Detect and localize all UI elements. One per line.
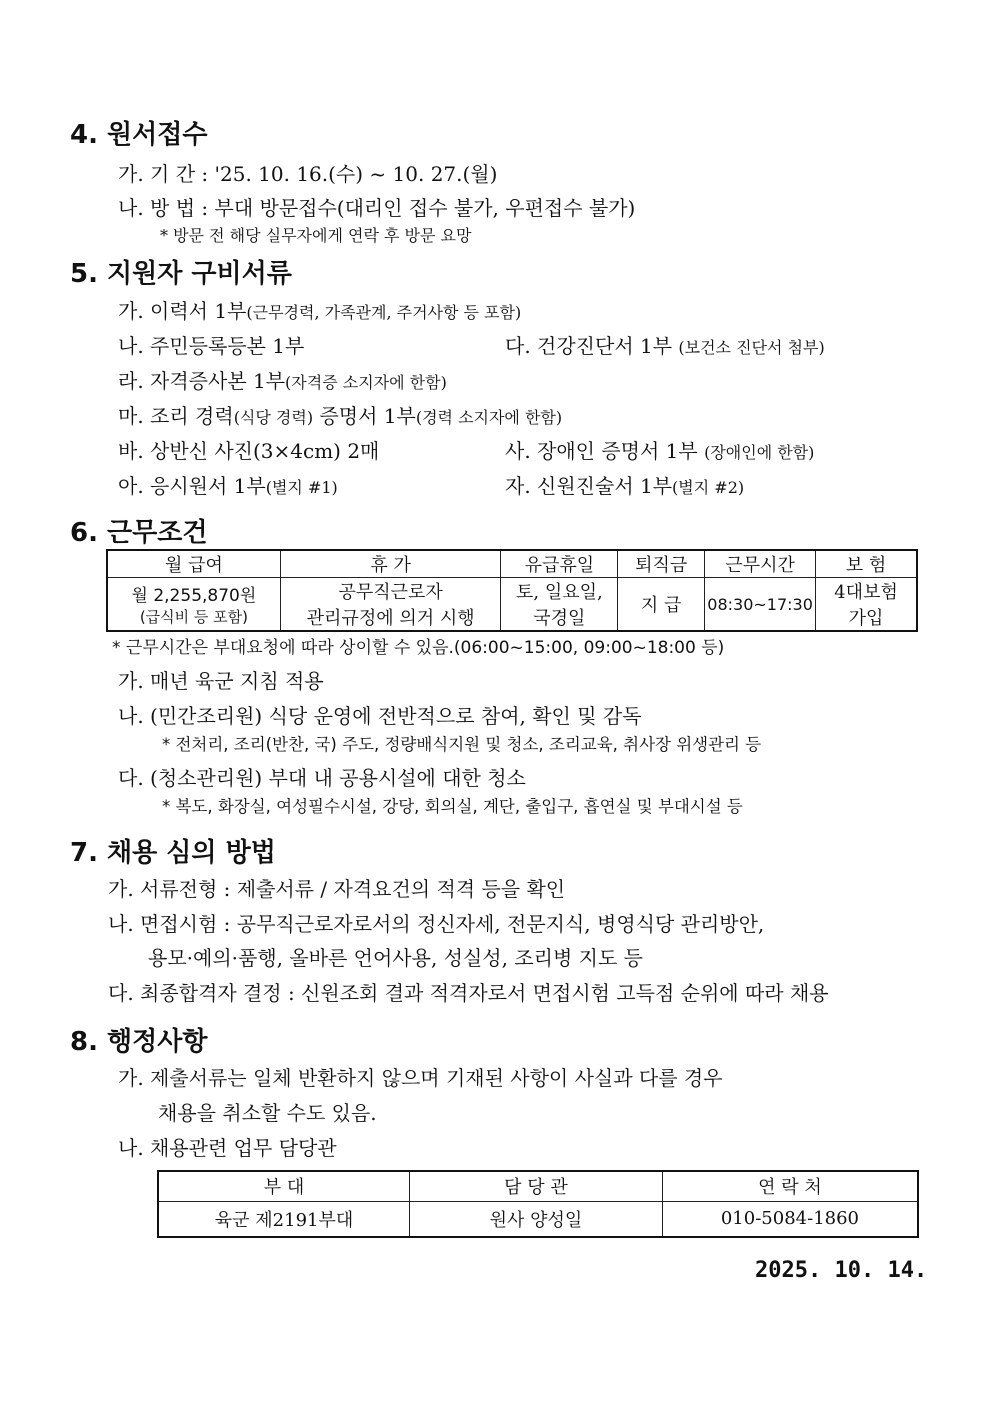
section-5-title: 5. 지원자 구비서류 <box>70 259 292 289</box>
s5-item-e-main: 마. 조리 경력 <box>118 404 234 428</box>
work-header-hours: 근무시간 <box>705 550 816 578</box>
s5-item-c-note: (보건소 진단서 첨부) <box>678 338 825 357</box>
section-8-title: 8. 행정사항 <box>70 1027 208 1057</box>
s4-period-label: 가. 기 간 : <box>118 162 209 186</box>
work-header-leave: 휴 가 <box>280 550 501 578</box>
contact-row <box>158 1201 918 1237</box>
insurance-line1: 4대보험 <box>834 582 898 603</box>
s8-item-b: 나. 채용관련 업무 담당관 <box>118 1136 337 1160</box>
s4-method-value: 부대 방문접수(대리인 접수 불가, 우편접수 불가) <box>214 196 636 220</box>
s4-period <box>118 158 497 187</box>
work-cell-insurance <box>816 578 917 632</box>
s7-item-a: 가. 서류전형 : 제출서류 / 자격요건의 적격 등을 확인 <box>108 877 566 901</box>
leave-line1: 공무직근로자 <box>338 582 443 603</box>
section-6-title: 6. 근무조건 <box>70 518 208 548</box>
work-cell-severance: 지 급 <box>618 578 705 632</box>
contact-header-officer: 담 당 관 <box>410 1171 663 1201</box>
s6-item-b-note: * 전처리, 조리(반찬, 국) 주도, 정량배식지원 및 청소, 조리교육, 취사장 위생관리 등 <box>162 735 762 754</box>
work-table-header-row <box>107 550 917 578</box>
section-7-title: 7. 채용 심의 방법 <box>70 838 276 868</box>
s5-item-f: 바. 상반신 사진(3×4cm) 2매 <box>118 439 380 463</box>
insurance-line2: 가입 <box>848 608 884 629</box>
s5-item-i <box>505 470 744 499</box>
s5-item-e-note1: (식당 경력) <box>233 408 314 427</box>
s5-item-e-main2: 증명서 1부 <box>319 404 416 428</box>
holiday-line1: 토, 일요일, <box>515 582 603 603</box>
s4-method-label: 나. 방 법 : <box>118 196 209 220</box>
s5-item-h-note: (별지 #1) <box>265 478 338 497</box>
contact-officer: 원사 양성일 <box>410 1201 663 1237</box>
work-header-holiday: 유급휴일 <box>501 550 618 578</box>
s5-item-g-note: (장애인에 한함) <box>704 443 815 462</box>
contact-header-row <box>158 1171 918 1201</box>
s7-item-b-line2: 용모·예의·품행, 올바른 언어사용, 성실성, 조리병 지도 등 <box>148 946 643 970</box>
s5-item-i-note: (별지 #2) <box>672 478 745 497</box>
s6-item-a: 가. 매년 육군 지침 적용 <box>118 669 324 693</box>
s5-item-a-main: 가. 이력서 1부 <box>118 299 247 323</box>
document-date: 2025. 10. 14. <box>755 1258 928 1283</box>
s5-item-d-note: (자격증 소지자에 한함) <box>285 373 447 392</box>
work-cell-salary <box>107 578 280 632</box>
salary-value: 월 2,255,870원 <box>131 586 257 606</box>
s4-period-value: '25. 10. 16.(수) ~ 10. 27.(월) <box>214 162 498 186</box>
s5-item-g-main: 사. 장애인 증명서 1부 <box>505 439 698 463</box>
s5-item-i-main: 자. 신원진술서 1부 <box>505 474 673 498</box>
work-cell-leave <box>280 578 501 632</box>
contact-unit: 육군 제2191부대 <box>158 1201 410 1237</box>
contact-header-unit: 부 대 <box>158 1171 410 1201</box>
s4-method <box>118 192 635 221</box>
s5-item-b: 나. 주민등록등본 1부 <box>118 334 305 358</box>
s5-item-c-main: 다. 건강진단서 1부 <box>505 334 673 358</box>
s6-item-c-note: * 복도, 화장실, 여성필수시설, 강당, 회의실, 계단, 출입구, 흡연실 및 부대시설 등 <box>162 797 743 816</box>
contact-phone: 010-5084-1860 <box>662 1201 918 1237</box>
work-hours-note: * 근무시간은 부대요청에 따라 상이할 수 있음.(06:00~15:00, 09:00~18:00 등) <box>112 638 725 658</box>
work-header-insurance: 보 험 <box>816 550 917 578</box>
s5-item-g <box>505 435 814 464</box>
s6-item-b: 나. (민간조리원) 식당 운영에 전반적으로 참여, 확인 및 감독 <box>118 704 642 728</box>
leave-line2: 관리규정에 의거 시행 <box>306 608 475 629</box>
s6-item-c: 다. (청소관리원) 부대 내 공용시설에 대한 청소 <box>118 766 526 790</box>
work-cell-hours: 08:30~17:30 <box>705 578 816 632</box>
s4-method-note: * 방문 전 해당 실무자에게 연락 후 방문 요망 <box>160 226 472 245</box>
work-conditions-table <box>106 549 918 632</box>
contact-table <box>157 1170 919 1238</box>
work-table-row <box>107 578 917 632</box>
s8-item-a-line1: 가. 제출서류는 일체 반환하지 않으며 기재된 사항이 사실과 다를 경우 <box>118 1066 723 1090</box>
s5-item-d <box>118 365 447 394</box>
s5-item-a-note: (근무경력, 가족관계, 주거사항 등 포함) <box>246 303 522 322</box>
work-cell-holiday <box>501 578 618 632</box>
s7-item-b-line1: 나. 면접시험 : 공무직근로자로서의 정신자세, 전문지식, 병영식당 관리방안, <box>108 912 765 936</box>
s5-item-h-main: 아. 응시원서 1부 <box>118 474 266 498</box>
salary-note: (급식비 등 포함) <box>139 608 248 626</box>
s7-item-c: 다. 최종합격자 결정 : 신원조회 결과 적격자로서 면접시험 고득점 순위에 따라 채용 <box>108 981 829 1005</box>
s5-item-c <box>505 330 825 359</box>
section-4-title: 4. 원서접수 <box>70 120 208 150</box>
s5-item-e-note2: (경력 소지자에 한함) <box>415 408 563 427</box>
work-header-severance: 퇴직금 <box>618 550 705 578</box>
s5-item-d-main: 라. 자격증사본 1부 <box>118 369 286 393</box>
work-header-salary: 월 급여 <box>107 550 280 578</box>
s5-item-h <box>118 470 338 499</box>
holiday-line2: 국경일 <box>533 608 586 629</box>
s5-item-e <box>118 400 562 429</box>
s8-item-a-line2: 채용을 취소할 수도 있음. <box>158 1101 377 1125</box>
contact-header-phone: 연 락 처 <box>662 1171 918 1201</box>
s5-item-a <box>118 295 521 324</box>
